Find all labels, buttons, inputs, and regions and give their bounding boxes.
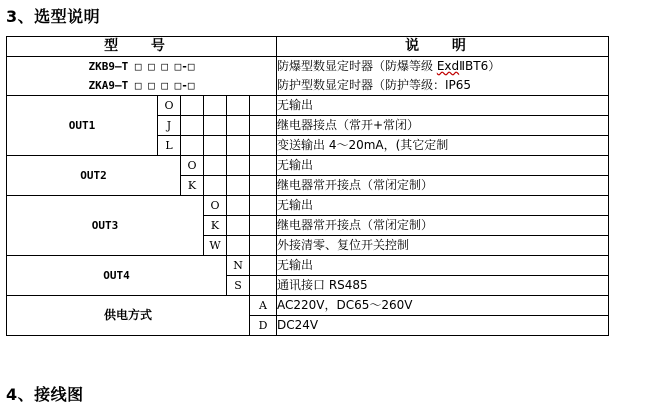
table-row [7, 96, 609, 116]
option-code: O [204, 196, 227, 216]
selection-table [6, 36, 609, 336]
section-3-title: 3、选型说明 [6, 7, 101, 26]
option-code: O [158, 96, 181, 116]
description-header: 说 明 [277, 37, 609, 57]
option-description: 继电器常开接点（常闭定制） [277, 176, 609, 196]
table-row [7, 296, 609, 316]
model-description: 防护型数显定时器（防护等级：IP65 [277, 76, 609, 96]
model-description: 防爆型数显定时器（防爆等级 ExdⅡBT6） [277, 57, 609, 77]
option-code: A [250, 296, 277, 316]
option-description: 通讯接口 RS485 [277, 276, 609, 296]
group-out4: OUT4 [7, 256, 227, 296]
option-description: 继电器接点（常开+常闭） [277, 116, 609, 136]
option-code: J [158, 116, 181, 136]
option-description: 无输出 [277, 256, 609, 276]
option-description: 继电器常开接点（常闭定制） [277, 216, 609, 236]
model-code: ZKB9—T □ □ □ □-□ [7, 57, 277, 77]
option-code: S [227, 276, 250, 296]
option-description: 无输出 [277, 96, 609, 116]
model-row [7, 76, 609, 96]
model-row [7, 57, 609, 77]
group-out1: OUT1 [7, 96, 158, 156]
option-description: 无输出 [277, 196, 609, 216]
group-power-supply: 供电方式 [7, 296, 250, 336]
table-header-row [7, 37, 609, 57]
group-out3: OUT3 [7, 196, 204, 256]
option-description: 无输出 [277, 156, 609, 176]
option-code: L [158, 136, 181, 156]
option-code: D [250, 316, 277, 336]
table-row [7, 256, 609, 276]
option-code: O [181, 156, 204, 176]
section-4-title: 4、接线图 [6, 385, 84, 404]
option-code: N [227, 256, 250, 276]
group-out2: OUT2 [7, 156, 181, 196]
option-code: K [181, 176, 204, 196]
option-code: W [204, 236, 227, 256]
table-row [7, 196, 609, 216]
option-description: 变送输出 4～20mA，(其它定制 [277, 136, 609, 156]
option-description: DC24V [277, 316, 609, 336]
option-description: 外接清零、复位开关控制 [277, 236, 609, 256]
option-description: AC220V，DC65～260V [277, 296, 609, 316]
option-code: K [204, 216, 227, 236]
table-row [7, 156, 609, 176]
model-code: ZKA9—T □ □ □ □-□ [7, 76, 277, 96]
model-header: 型 号 [7, 37, 277, 57]
